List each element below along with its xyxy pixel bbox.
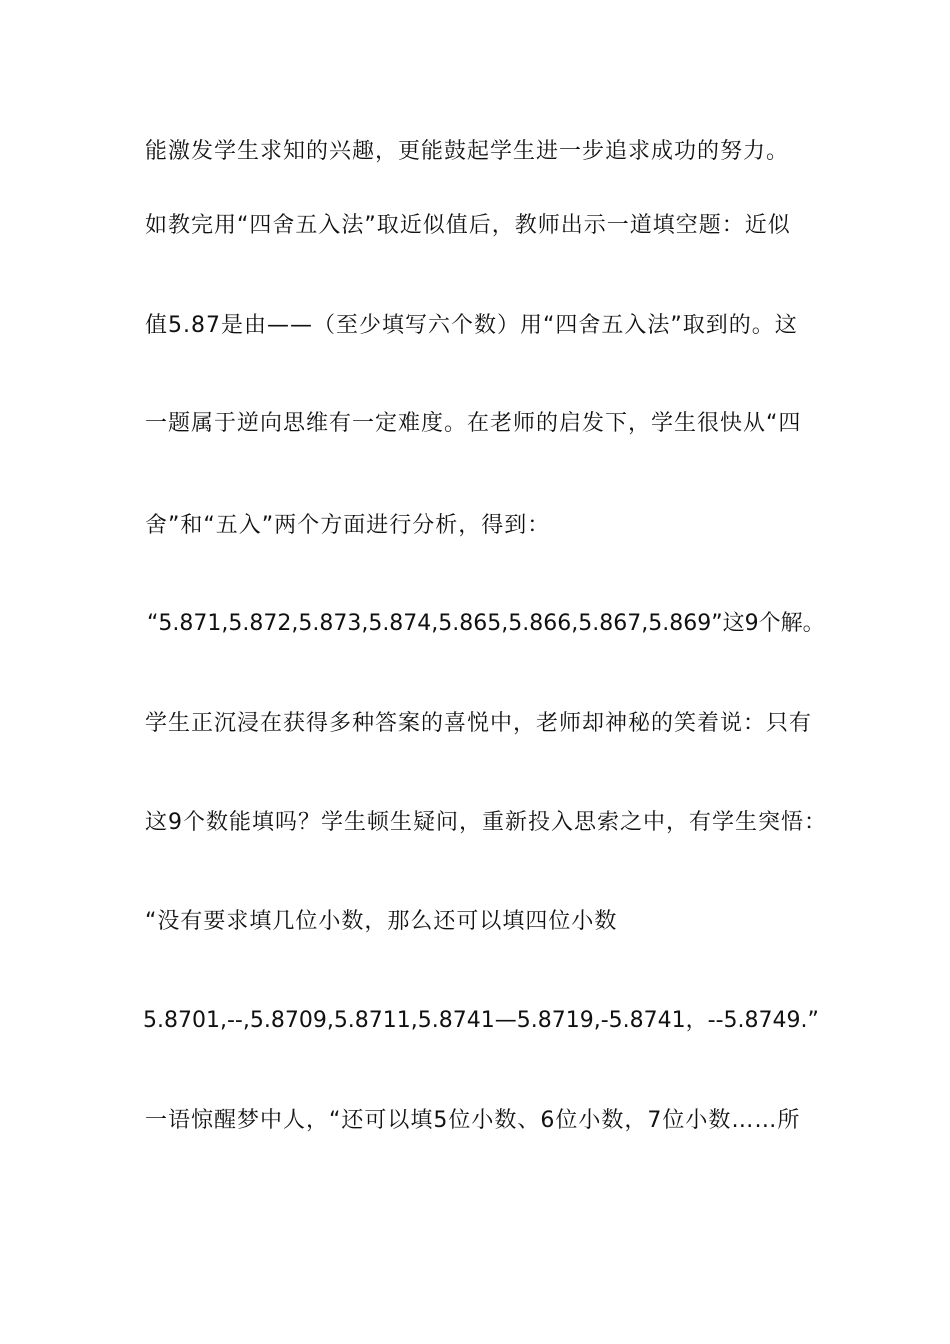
paragraph-line-3: 值5.87是由——（至少填写六个数）用“四舍五入法”取到的。这 <box>145 313 798 338</box>
paragraph-line-6: “5.871,5.872,5.873,5.874,5.865,5.866,5.867,5.869”这9个解。 <box>147 611 825 636</box>
paragraph-line-9: “没有要求填几位小数，那么还可以填四位小数 <box>145 909 618 934</box>
paragraph-line-5: 舍”和“五入”两个方面进行分析，得到： <box>145 513 551 538</box>
paragraph-line-11: 一语惊醒梦中人，“还可以填5位小数、6位小数，7位小数……所 <box>145 1108 801 1133</box>
paragraph-line-2: 如教完用“四舍五入法”取近似值后，教师出示一道填空题：近似 <box>145 213 791 238</box>
paragraph-line-8: 这9个数能填吗？学生顿生疑问，重新投入思索之中，有学生突悟： <box>145 810 827 835</box>
paragraph-line-4: 一题属于逆向思维有一定难度。在老师的启发下，学生很快从“四 <box>145 411 802 436</box>
paragraph-line-10: 5.8701,--,5.8709,5.8711,5.8741—5.8719,-5.8741，--5.8749.” <box>143 1008 819 1033</box>
paragraph-line-7: 学生正沉浸在获得多种答案的喜悦中，老师却神秘的笑着说：只有 <box>145 711 813 736</box>
paragraph-line-1: 能激发学生求知的兴趣，更能鼓起学生进一步追求成功的努力。 <box>145 139 790 164</box>
